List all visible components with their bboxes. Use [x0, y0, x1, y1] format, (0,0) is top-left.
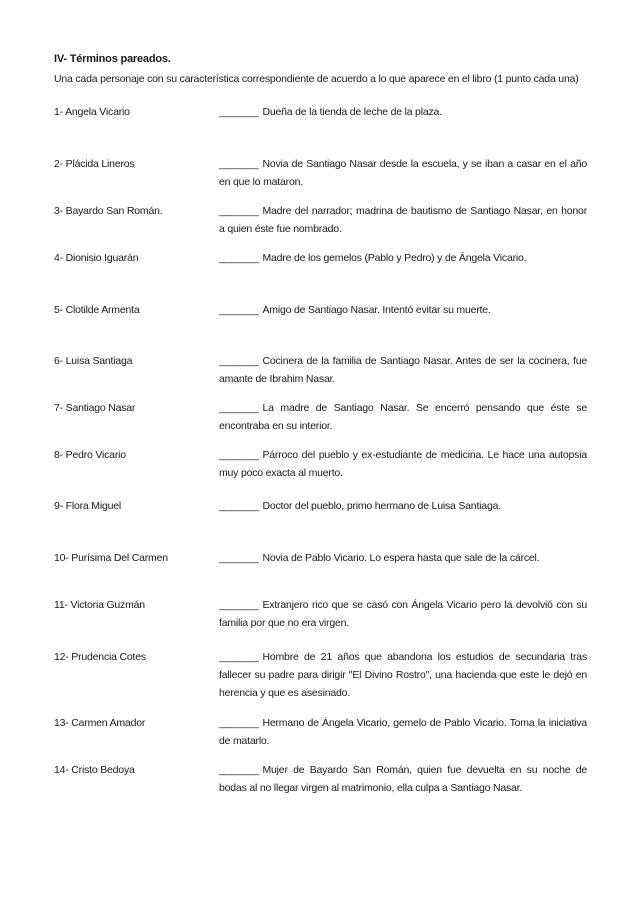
- description-text: Madre del narrador; madrina de bautismo de Santiago Nasar, en honor a quien éste fue nombrado.: [219, 205, 587, 235]
- character-name: 9- Flora Miguel: [54, 500, 122, 512]
- description-text: Extranjero rico que se casó con Ángela Vicario pero la devolvió con su familia por que no era virgen.: [219, 599, 587, 629]
- description-text: Novia de Pablo Vicario. Lo espera hasta que sale de la cárcel.: [262, 552, 540, 564]
- character-name: 11- Victoria Guzmán: [54, 599, 145, 611]
- character-description: [219, 648, 587, 702]
- character-description: [219, 549, 587, 567]
- description-text: Novia de Santiago Nasar desde la escuela, y se iban a casar en el año en que lo mataron.: [219, 158, 587, 188]
- description-text: Amigo de Santiago Nasar. Intentó evitar su muerte.: [262, 304, 491, 316]
- answer-blank[interactable]: _______: [219, 764, 259, 776]
- answer-blank[interactable]: _______: [219, 304, 259, 316]
- character-name: 7- Santiago Nasar: [54, 402, 136, 414]
- character-name: 6- Luisa Santiaga: [54, 355, 133, 367]
- character-description: [219, 301, 587, 319]
- answer-blank[interactable]: _______: [219, 106, 259, 118]
- description-text: Hermano de Ángela Vicario, gemelo de Pablo Vicario. Toma la iniciativa de matarlo.: [219, 717, 587, 747]
- description-text: Párroco del pueblo y ex-estudiante de medicina. Le hace una autopsia muy poco exacta al muerto.: [219, 449, 587, 479]
- description-text: Dueña de la tienda de leche de la plaza.: [262, 106, 442, 118]
- character-description: [219, 761, 587, 797]
- description-text: Doctor del pueblo, primo hermano de Luisa Santiaga.: [262, 500, 501, 512]
- character-description: [219, 249, 587, 267]
- character-name: 14- Cristo Bedoya: [54, 764, 135, 776]
- character-description: [219, 497, 587, 515]
- description-text: Hombre de 21 años que abandona los estudios de secundaria tras fallecer su padre para dirigir "El Divino Rostro", una hacienda que este le dejó en herencia y que es asesinado.: [219, 651, 587, 699]
- answer-blank[interactable]: _______: [219, 449, 259, 461]
- character-name: 10- Purísima Del Carmen: [54, 552, 168, 564]
- worksheet-page: [54, 52, 590, 794]
- section-title: IV- Términos pareados.: [54, 53, 171, 65]
- answer-blank[interactable]: _______: [219, 717, 259, 729]
- answer-blank[interactable]: _______: [219, 402, 259, 414]
- character-name: 13- Carmen Amador: [54, 717, 146, 729]
- character-description: [219, 596, 587, 632]
- description-text: Mujer de Bayardo San Román, quien fue devuelta en su noche de bodas al no llegar virgen al matrimonio, ella culpa a Santiago Nasar.: [219, 764, 587, 794]
- answer-blank[interactable]: _______: [219, 252, 259, 264]
- description-text: Cocinera de la familia de Santiago Nasar. Antes de ser la cocinera, fue amante de Ibrahim Nasar.: [219, 355, 587, 385]
- character-name: 5- Clotilde Armenta: [54, 304, 140, 316]
- character-name: 3- Bayardo San Román.: [54, 205, 163, 217]
- description-text: Madre de los gemelos (Pablo y Pedro) y de Ángela Vicario.: [262, 252, 527, 264]
- answer-blank[interactable]: _______: [219, 599, 259, 611]
- answer-blank[interactable]: _______: [219, 552, 259, 564]
- character-description: [219, 155, 587, 191]
- character-name: 2- Plácida Lineros: [54, 158, 135, 170]
- character-description: [219, 352, 587, 388]
- section-instructions: Una cada personaje con su característica correspondiente de acuerdo a lo que aparece en el libro (1 punto cada una): [54, 73, 579, 85]
- character-description: [219, 714, 587, 750]
- character-name: 1- Angela Vicario: [54, 106, 130, 118]
- character-description: [219, 103, 587, 121]
- character-name: 4- Dionisio Iguarán: [54, 252, 139, 264]
- character-description: [219, 446, 587, 482]
- character-name: 12- Prudencia Cotes: [54, 651, 146, 663]
- description-text: La madre de Santiago Nasar. Se encerró pensando que éste se encontraba en su interior.: [219, 402, 587, 432]
- answer-blank[interactable]: _______: [219, 355, 259, 367]
- character-name: 8- Pedro Vicario: [54, 449, 126, 461]
- answer-blank[interactable]: _______: [219, 158, 259, 170]
- answer-blank[interactable]: _______: [219, 500, 259, 512]
- answer-blank[interactable]: _______: [219, 205, 259, 217]
- character-description: [219, 202, 587, 238]
- answer-blank[interactable]: _______: [219, 651, 259, 663]
- character-description: [219, 399, 587, 435]
